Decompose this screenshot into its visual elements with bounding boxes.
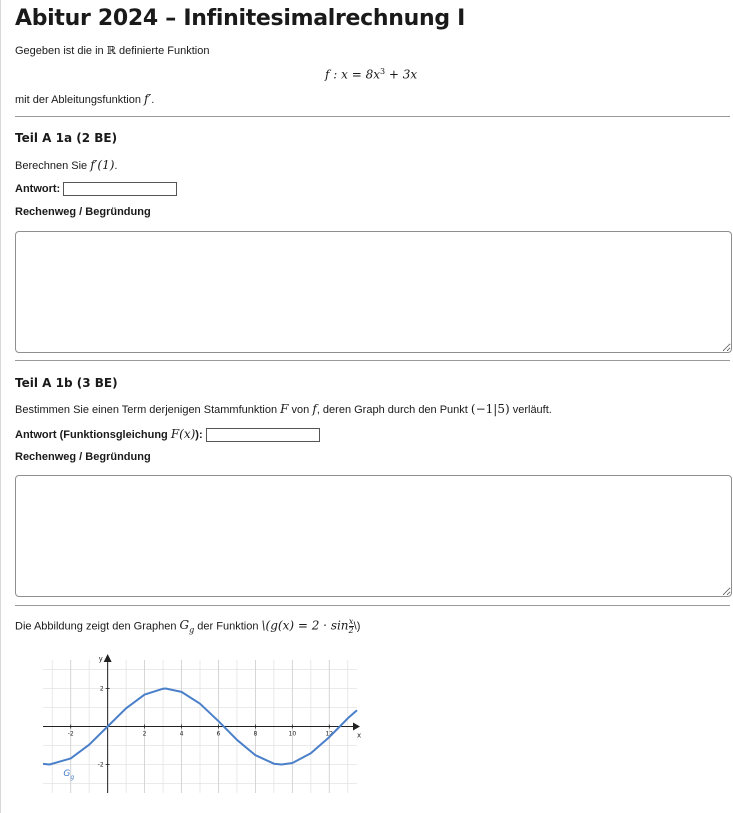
intro-after: definierte Funktion	[118, 45, 210, 57]
x-axis-label: x	[357, 731, 362, 740]
part-b-task-point: (−1|5)	[470, 402, 510, 416]
divider	[15, 360, 730, 361]
part-b-answer-row	[15, 427, 320, 442]
part-b-work-label: Rechenweg / Begründung	[15, 451, 151, 463]
real-numbers-symbol: ℝ	[106, 44, 116, 57]
part-b-task-math-f: f	[312, 402, 317, 416]
x-tick-label: 12	[325, 730, 334, 738]
part-b-task-text-2: von	[291, 404, 310, 416]
sine-graph-chart	[35, 650, 365, 800]
part-a-heading: Teil A 1a (2 BE)	[15, 131, 118, 145]
formula-exponent: 3	[379, 67, 386, 76]
x-tick-label: 10	[288, 730, 297, 738]
part-a-answer-input[interactable]	[63, 182, 177, 196]
part-b-answer-label-post: ):	[195, 429, 203, 441]
divider	[15, 605, 730, 606]
page-title: Abitur 2024 – Infinitesimalrechnung I	[15, 6, 466, 31]
part-b-answer-label-pre: Antwort (Funktionsgleichung	[15, 429, 168, 441]
x-tick-label: 4	[179, 730, 184, 738]
part-a-task-text: Berechnen Sie	[15, 160, 88, 172]
x-tick-label: 8	[253, 730, 258, 738]
part-a-task-math: f′(1)	[90, 158, 115, 172]
y-tick-label: 2	[99, 685, 104, 693]
part-b-heading: Teil A 1b (3 BE)	[15, 376, 118, 390]
derivative-end: .	[151, 94, 155, 106]
fraction-denominator: 2	[348, 626, 354, 635]
figure-formula-end: \)	[353, 620, 361, 633]
series-label-g: G	[63, 768, 71, 779]
fraction-numerator: x	[348, 617, 354, 626]
part-a-work-textarea[interactable]	[15, 231, 732, 353]
intro-before: Gegeben ist die in	[15, 45, 104, 57]
derivative-text	[15, 92, 154, 106]
part-b-task-text-3: , deren Graph durch den Punkt	[316, 404, 468, 416]
intro-text	[15, 44, 209, 57]
part-a-answer-label: Antwort:	[15, 182, 61, 195]
part-a-work-label: Rechenweg / Begründung	[15, 206, 151, 218]
part-a-answer-row	[15, 182, 177, 196]
part-b-task	[15, 402, 552, 416]
function-formula	[325, 67, 417, 82]
graph-symbol-main: G	[179, 618, 190, 633]
x-tick-label: -2	[67, 730, 74, 738]
x-tick-label: 2	[142, 730, 147, 738]
part-a-task	[15, 158, 117, 172]
figure-caption	[15, 618, 360, 635]
derivative-label: mit der Ableitungsfunktion	[15, 94, 141, 106]
figure-text-pre: Die Abbildung zeigt den Graphen	[15, 620, 177, 633]
formula-rhs: + 3x	[385, 67, 418, 82]
part-b-task-math-F: F	[280, 402, 289, 416]
part-b-answer-input[interactable]	[206, 428, 320, 442]
derivative-symbol: f′	[144, 92, 152, 106]
y-axis-arrow	[104, 654, 112, 662]
part-b-task-text-4: verläuft.	[512, 404, 552, 416]
part-a-task-end: .	[114, 160, 118, 172]
graph-symbol	[179, 618, 195, 635]
part-b-task-text-1: Bestimmen Sie einen Term derjenigen Stammfunktion	[15, 404, 278, 416]
figure-formula: \(g(x) = 2 · sin	[261, 618, 349, 633]
part-b-work-textarea[interactable]	[15, 475, 732, 597]
x-tick-label: 6	[216, 730, 221, 738]
page-left-border	[0, 0, 1, 813]
figure-text-mid: der Funktion	[197, 620, 259, 633]
divider	[15, 116, 730, 117]
y-tick-label: -2	[97, 761, 104, 769]
graph-symbol-sub: g	[189, 625, 195, 635]
formula-lhs: f : x = 8x	[325, 67, 380, 82]
y-axis-label: y	[98, 655, 103, 663]
x-axis-arrow	[353, 723, 360, 731]
series-label-g-sub: g	[70, 773, 75, 781]
part-b-answer-math: F(x)	[170, 427, 196, 441]
